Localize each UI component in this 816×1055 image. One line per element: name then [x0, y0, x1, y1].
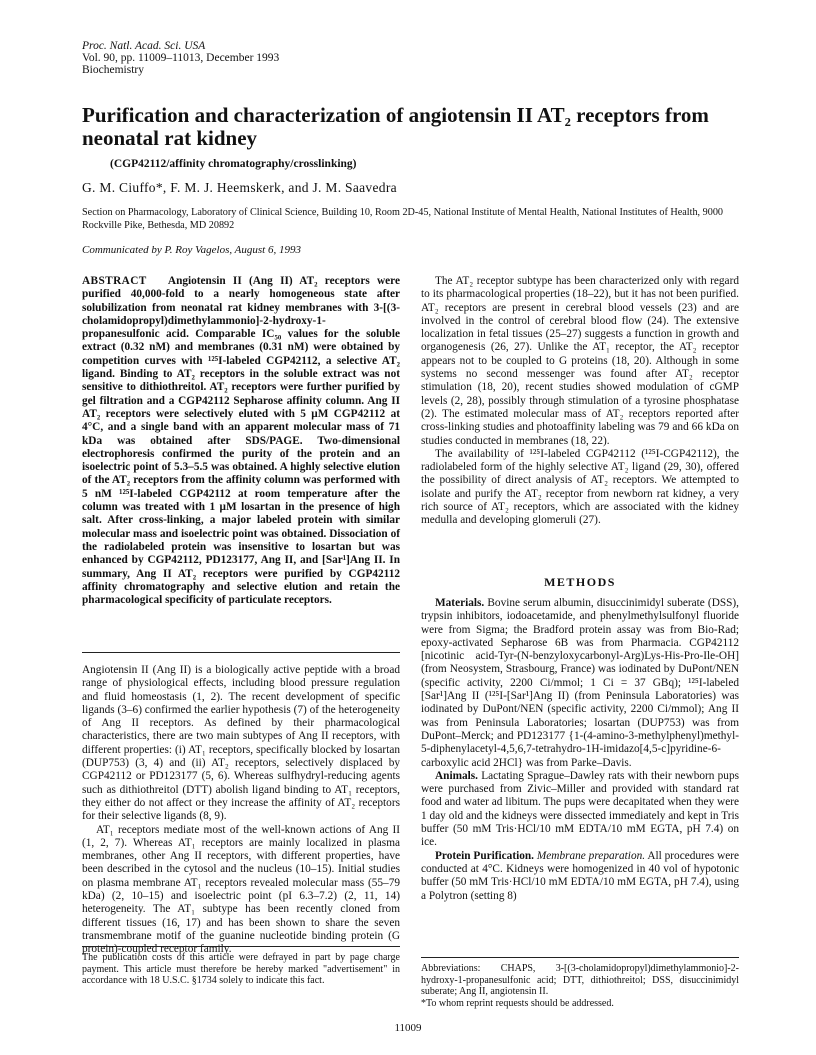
protein-paragraph: [421, 850, 739, 903]
intro-paragraph-4: The availability of ¹²⁵I-labeled CGP42112 (¹²⁵I-CGP42112), the radiolabeled form of the highly selective AT₂ ligand (29, 30), offered the possibility of direct analysis of AT₂ receptors. We attempted to isolate and purify the AT₂ receptor from newborn rat kidney, a very rich source of AT₂ receptors, which are associated with the kidney medulla and developing glomeruli (27).: [421, 447, 739, 527]
abstract-divider: [82, 652, 400, 653]
materials-label: Materials.: [435, 597, 485, 609]
journal-name: Proc. Natl. Acad. Sci. USA: [82, 40, 206, 52]
right-footnotes: [421, 963, 739, 1009]
introduction: [82, 664, 400, 957]
abstract: [82, 275, 400, 607]
page-number: 11009: [394, 1022, 422, 1034]
volume-line: Vol. 90, pp. 11009–11013, December 1993: [82, 52, 280, 64]
materials-paragraph: [421, 597, 739, 770]
animals-paragraph: [421, 770, 739, 850]
abstract-label: ABSTRACT: [82, 275, 147, 287]
methods-section: [421, 597, 739, 903]
journal-header: [82, 40, 279, 76]
methods-heading: METHODS: [544, 575, 616, 589]
intro-paragraph-1: Angiotensin II (Ang II) is a biologically active peptide with a broad range of physiological effects, including blood pressure regulation and fluid homeostasis (1, 2). The recent development of specific ligands (3–6) confirmed the earlier hypothesis (7) of the heterogeneity of Ang II receptors. As defined by their pharmacological characteristics, there are two main subtypes of Ang II receptors, with different properties: (i) AT₁ receptors, specifically blocked by losartan (DUP753) (3, 4) and (ii) AT₂ receptors, selectively displaced by CGP42112 or PD123177 (5, 6). Whereas sulfhydryl-reducing agents such as dithiothreitol (DTT) abolish ligand binding to AT₁ receptors, they either do not affect or they increase the affinity of AT₂ receptors for their selective ligands (8, 9).: [82, 664, 400, 823]
animals-label: Animals.: [435, 769, 478, 782]
abstract-text: Angiotensin II (Ang II) AT₂ receptors were purified 40,000-fold to a nearly homogeneous state after solubilization from neonatal rat kidney membranes with 3-[(3-cholamidopropyl)dimethylammonio]-2-hydroxy-1-propanesulfonic acid. Comparable IC₅₀ values for the soluble extract (0.32 nM) and membranes (0.31 nM) were obtained by competition curves with ¹²⁵I-labeled CGP42112, a selective AT₂ ligand. Binding to AT₂ receptors in the soluble extract was not sensitive to dithiothreitol. AT₂ receptors were further purified by gel filtration and a CGP42112 Sepharose affinity column. Ang II AT₂ receptors were selectively eluted with 5 μM CGP42112 at 4°C, and a single band with an apparent molecular mass of 71 kDa was obtained after SDS/PAGE. Two-dimensional electrophoresis confirmed the purity of the protein and an isoelectric point of 5.3–5.5 was obtained. A highly selective elution of the AT₂ receptors from the affinity column was performed with 5 nM ¹²⁵I-labeled CGP42112 at room temperature after the column was treated with 1 μM losartan in the presence of high salt. After cross-linking, a major labeled protein with similar molecular mass and isoelectric point was obtained. Dissociation of the radiolabeled protein was insensitive to losartan but was enhanced by CGP42112, PD123177, Ang II, and [Sar¹]Ang II. In summary, Ang II AT₂ receptors were purified by CGP42112 affinity chromatography and selective elution and retain the pharmacological specificity of particulate receptors.: [82, 275, 400, 607]
protein-label: Protein Purification.: [435, 849, 534, 862]
membrane-label: Membrane preparation.: [534, 849, 646, 862]
article-title: Purification and characterization of angiotensin II AT₂ receptors from neonatal rat kidney: [82, 103, 709, 150]
right-column-intro: [421, 275, 739, 528]
communicated-by: Communicated by P. Roy Vagelos, August 6, 1993: [82, 244, 301, 256]
reprint-footnote: *To whom reprint requests should be addressed.: [421, 997, 614, 1009]
materials-text: Bovine serum albumin, disuccinimidyl suberate (DSS), trypsin inhibitors, iodoacetamide, and phenylmethylsulfonyl fluoride were from Sigma; the Bradford protein assay was from Bio-Rad; epoxy-activated Sepharose 6B was from Pharmacia. CGP42112 [nicotinic acid-Tyr-(N-benzyloxycarbonyl-Arg)Lys-His-Pro-Ile-OH] (from Neosystem, Strasbourg, France) was iodinated by DuPont/NEN (specific activity, 2200 Ci/mmol; 1 Ci = 37 GBq); ¹²⁵I-labeled [Sar¹]Ang II (¹²⁵I-[Sar¹]Ang II) (from Peninsula Laboratories) was iodinated by DuPont/NEN (specific activity, 2200 Ci/mmol); Ang II was from Peninsula Laboratories; losartan (DUP753) was from DuPont–Merck; and PD123177 {1-(4-amino-3-methylphenyl)methyl-5-diphenylacetyl-4,5,6,7-tetrahydro-1H-imidazo[4,5-c]pyridine-6-carboxylic acid 2HCl} was from Parke–Davis.: [421, 597, 739, 769]
authors: G. M. Ciuffo*, F. M. J. Heemskerk, and J. M. Saavedra: [82, 180, 397, 195]
protein-text: All procedures were conducted at 4°C. Kidneys were homogenized in 40 vol of hypotonic buffer (50 mM Tris·HCl/10 mM EDTA/10 mM EGTA, pH 7.4), using a Polytron (setting 8): [421, 849, 740, 902]
section-name: Biochemistry: [82, 64, 144, 76]
intro-paragraph-3: The AT₂ receptor subtype has been characterized only with regard to its pharmacological properties (18–22), but it has not been purified. AT₂ receptors are present in cerebral blood vessels (23) and are involved in the control of cerebral blood flow (24). The extensive localization in fetal tissues (25–27) suggests a function in growth and organogenesis (26, 27). Unlike the AT₁ receptor, the AT₂ receptor appears not to be coupled to G proteins (18, 20). Although in some systems no second messenger was found after AT₂ receptor stimulation (18, 20), recent studies showed modulation of cGMP levels (2, 28), possibly through stimulation of a tyrosine phosphatase (2). The estimated molecular mass of AT₂ receptors reported after cross-linking studies and photoaffinity labeling was 79 and 66 kDa on studies conducted in membranes (18, 22).: [421, 275, 739, 447]
keywords: (CGP42112/affinity chromatography/crosslinking): [110, 158, 357, 170]
intro-paragraph-2: AT₁ receptors mediate most of the well-known actions of Ang II (1, 2, 7). Whereas AT₁ receptors are mainly localized in plasma membranes, other Ang II receptors, with different properties, have been described in the cytosol and the nucleus (10–15). Initial studies on plasma membrane AT₁ receptors revealed molecular mass (55–79 kDa) (2, 10–15) and isoelectric point (pI 6.3–7.2) (2, 11, 14) heterogeneity. The AT₁ subtype has been recently cloned from different tissues (16, 17) and has been shown to share the seven transmembrane motif of the guanine nucleotide binding protein (G protein)-coupled receptor family.: [82, 823, 400, 956]
affiliation: Section on Pharmacology, Laboratory of Clinical Science, Building 10, Room 2D-45, National Institute of Mental Health, National Institutes of Health, 9000 Rockville Pike, Bethesda, MD 20892: [82, 207, 724, 231]
animals-text: Lactating Sprague–Dawley rats with their newborn pups were purchased from Zivic–Miller and provided with standard rat food and water ad libitum. The pups were decapitated when they were 1 day old and the kidneys were dissected immediately and kept in Tris buffer (50 mM Tris·HCl/10 mM EDTA/10 mM EGTA, pH 7.4) on ice.: [421, 769, 739, 849]
abbreviations-footnote: Abbreviations: CHAPS, 3-[(3-cholamidopropyl)dimethylammonio]-2-hydroxy-1-propanesulfonic acid; DTT, dithiothreitol; DSS, disuccinimidyl suberate; Ang II, angiotensin II.: [421, 963, 739, 997]
left-footnote-divider: [82, 946, 400, 947]
right-footnote-divider: [421, 957, 739, 958]
publication-cost-footnote: The publication costs of this article were defrayed in part by page charge payment. This article must therefore be hereby marked "advertisement" in accordance with 18 U.S.C. §1734 solely to indicate this fact.: [82, 952, 400, 986]
